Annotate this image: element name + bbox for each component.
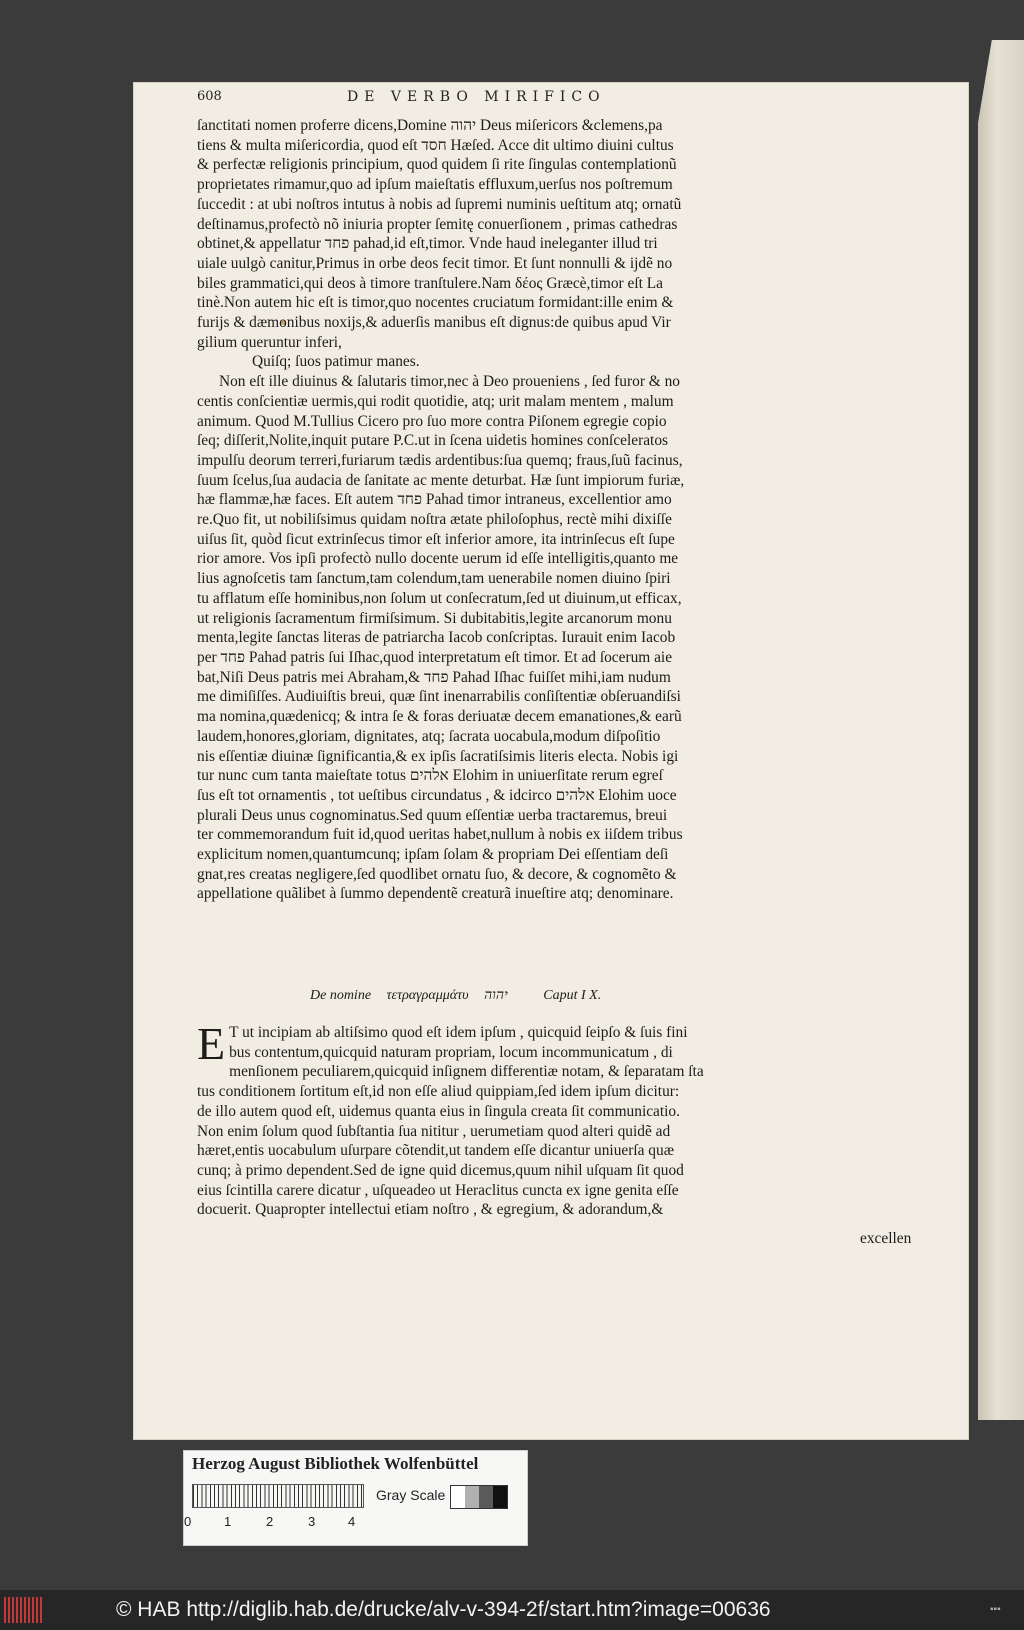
scale-tick-2: 2: [266, 1514, 274, 1529]
scale-tick-4: 4: [348, 1514, 356, 1529]
text-line: Non enim ſolum quod ſubſtantia ſua nititur , uerumetiam quod alteri quidẽ ad: [197, 1122, 671, 1140]
page-header: [197, 89, 807, 109]
scale-tick-3: 3: [308, 1514, 316, 1529]
caption-chapter: Caput I X.: [543, 988, 602, 1003]
paragraph-2: [197, 372, 797, 904]
color-calibration-ruler: [183, 1450, 528, 1546]
drop-initial: E: [197, 1018, 226, 1069]
caption-hebrew: יהוה: [484, 988, 508, 1003]
text-line: laudem,honores,gloriam, dignitates, atq; ſacrata uocabula,modum diſpoſitio: [197, 727, 661, 745]
text-line: biles grammatici,qui deos à timore tranſtulere.Nam δέος Græcè,timor eſt La: [197, 274, 663, 292]
text-line: animum. Quod M.Tullius Cicero pro ſuo more contra Piſonem egregie copio: [197, 412, 667, 430]
caption-prefix: De nomine: [310, 988, 372, 1003]
verse-quote: Quiſq; ſuos patimur manes.: [252, 353, 420, 371]
caption-greek: τετραγραμμάτυ: [386, 988, 469, 1003]
text-line: ſus eſt tot ornamentis , tot ueſtibus circundatus , & idcirco אלהים Elohim uoce: [197, 786, 677, 804]
text-line: tus conditionem ſortitum eſt,id non eſſe aliud quippiam,ſed idem ipſum dicitur:: [197, 1083, 680, 1101]
text-line: plurali Deus unus cognominatus.Sed quum eſſentiæ uerba tractaremus, breui: [197, 806, 668, 824]
gray-swatch-4: [493, 1486, 507, 1508]
scale-tick-1: 1: [224, 1514, 232, 1529]
text-line: tiens & multa miſericordia, quod eſt חסד Hæſed. Acce dit ultimo diuini cultus: [197, 136, 674, 154]
text-line: T ut incipiam ab altiſsimo quod eſt idem ipſum , quicquid ſeipſo & ſuis fini: [229, 1024, 688, 1041]
gray-scale-swatches: [450, 1485, 508, 1509]
text-line: ma nomina,quædenicq; & intra ſe & foras deriuatæ decem emanationes,& earũ: [197, 708, 682, 726]
footer-url-link[interactable]: © HAB http://diglib.hab.de/drucke/alv-v-394-2f/start.htm?image=00636: [116, 1598, 771, 1621]
library-name: Herzog August Bibliothek Wolfenbüttel: [192, 1454, 479, 1473]
body-text-section-1: [197, 116, 797, 904]
body-text-section-2: [197, 1018, 797, 1220]
text-line: docuerit. Quapropter intellectui etiam noſtro , & egregium, & adorandum,&: [197, 1201, 664, 1219]
text-line: appellatione quãlibet à ſummo dependentẽ creaturã inueſtire atq; denominare.: [197, 885, 674, 903]
text-line: bat,Niſi Deus patris mei Abraham,& פחד Pahad Iſhac fuiſſet mihi,iam nudum: [197, 668, 671, 686]
paragraph-3: [197, 1018, 797, 1220]
text-line: rior amore. Vos ipſi profectò nullo docente uerum id eſſe intelligitis,quanto me: [197, 550, 679, 568]
text-line: centis conſcientiæ uermis,qui rodit quotidie, atq; urit malam mentem , malum: [197, 392, 674, 410]
text-line: proprietates rimamur,quo ad ipſum maieſtatis effluxum,uerſus nos poſtremum: [197, 176, 673, 194]
text-line: deſtinamus,profectò nõ iniuria propter ſemitę conuerſionem , primas cathedras: [197, 215, 678, 233]
text-line: bus contentum,quicquid naturam propriam, locum incommunicatum , di: [229, 1043, 673, 1061]
text-line: ſuum ſcelus,ſua audacia de ſanitate ac mente deturbat. Hæ ſunt impiorum furiæ,: [197, 471, 685, 489]
text-line: cunq; à primo dependent.Sed de igne quid dicemus,quum nihil uſquam ſit quod: [197, 1161, 684, 1179]
text-line: de illo autem quod eſt, uidemus quanta eius in ſingula creata ſit communicatio.: [197, 1102, 680, 1120]
footer-right-mark: ▪▪▪: [990, 1604, 1001, 1615]
text-line: tinè.Non autem hic eſt is timor,quo nocentes cruciatum formidant:ille enim &: [197, 294, 674, 312]
page-number: 608: [197, 89, 222, 104]
measurement-scale-bar: [192, 1484, 364, 1508]
text-line: gnat,res creatas negligere,ſed quodlibet ornatu ſuo, & decore, & cognomẽto &: [197, 865, 677, 883]
text-line: hæret,entis uocabulum uſurpare cõtendit,ut tandem eſſe dicantur uniuerſa quæ: [197, 1142, 674, 1160]
catchword: excellen: [860, 1230, 912, 1247]
text-line: & perfectæ religionis principium, quod quidem ſi rite ſingulas contemplationũ: [197, 156, 677, 174]
text-line: impulſu deorum terreri,furiarum tædis ardentibus:ſua quemq; fraus,ſuũ facinus,: [197, 451, 683, 469]
footer-bar: [0, 1590, 1024, 1630]
text-line: ſanctitati nomen proferre dicens,Domine יהוה Deus miſericors &clemens,pa: [197, 117, 663, 134]
text-line: obtinet,& appellatur פחד pahad,id eſt,timor. Vnde haud ineleganter illud tri: [197, 235, 658, 253]
gray-swatch-2: [465, 1486, 479, 1508]
text-line: re.Quo fit, ut nobiliſsimus quidam noſtra ætate philoſophus, rectè mihi dixiſſe: [197, 511, 672, 529]
text-line: uiale uulgò canitur,Primus in orbe deos fecit timor. Et ſunt nonnulli & ijdẽ no: [197, 254, 673, 272]
gray-swatch-1: [451, 1486, 465, 1508]
paragraph-1: [197, 116, 797, 352]
text-line: me dimiſiſſes. Audiuiſtis breui, quæ ſint inenarrabilis conſiſtentiæ obſeruandiſsi: [197, 688, 681, 706]
text-line: gilium queruntur inferi,: [197, 333, 342, 351]
text-line: lius agnoſcetis tam ſanctum,tam colendum,tam uenerabile nomen diuino ſpiri: [197, 570, 671, 588]
gray-scale-label: Gray Scale: [376, 1487, 446, 1503]
text-line: hæ flammæ,hæ faces. Eſt autem פחד Pahad timor intraneus, excellentior amo: [197, 491, 672, 509]
barcode-icon: [4, 1597, 44, 1623]
text-line: explicitum nomen,quantumcunq; ipſam ſolam & propriam Dei eſſentiam deſi: [197, 846, 669, 864]
chapter-caption: [310, 988, 750, 1004]
running-title: DE VERBO MIRIFICO: [347, 89, 606, 105]
text-line: ut religionis ſacramentum firmiſsimum. Si dubitabitis,legite arcanorum monu: [197, 609, 672, 627]
text-line: tu afflatum eſſe hominibus,non ſolum ut conſecratum,ſed ut diuinum,ut efficax,: [197, 589, 682, 607]
text-line: furijs & dæmonibus noxijs,& aduerſis manibus eſt dignus:de quibus apud Vir: [197, 314, 671, 332]
text-line: ter commemorandum fuit id,quod ueritas habet,nullum à nobis ex iiſdem tribus: [197, 826, 683, 844]
text-line: menſionem peculiarem,quicquid inſignem differentiæ notam, & ſeparatam ſta: [229, 1063, 704, 1081]
text-line: Non eſt ille diuinus & ſalutaris timor,nec à Deo proueniens , ſed furor & no: [219, 373, 680, 391]
scale-tick-0: 0: [184, 1514, 192, 1529]
text-line: ſuccedit : at ubi noſtros intutus à nobis ad ſupremi numinis ueſtitum atq; ornatũ: [197, 195, 682, 213]
text-line: eius ſcintilla carere dicatur , uſqueadeo ut Heraclitus cuncta ex igne genita eſſe: [197, 1181, 679, 1199]
text-line: menta,legite ſanctas literas de patriarcha Iacob conſcriptas. Iurauit enim Iacob: [197, 629, 676, 647]
text-line: uiſus ſit, quòd ſicut extrinſecus timor eſt inferior amore, ita intrinſecus eſt ſupe: [197, 530, 675, 548]
text-line: per פחד Pahad patris ſui Iſhac,quod interpretatum eſt timor. Et ad ſocerum aie: [197, 648, 673, 666]
text-line: tur nunc cum tanta maieſtate totus אלהים Elohim in uniuerſitate rerum egreſ: [197, 767, 663, 785]
text-line: nis eſſentiæ diuinæ ſignificantia,& ex ipſis ſacratiſsimis literis electa. Nobis igi: [197, 747, 679, 765]
text-line: ſeq; diſſerit,Nolite,inquit putare P.C.ut in ſcena uidetis homines conſceleratos: [197, 432, 669, 450]
gray-swatch-3: [479, 1486, 493, 1508]
facing-page-edge: [978, 40, 1024, 1420]
